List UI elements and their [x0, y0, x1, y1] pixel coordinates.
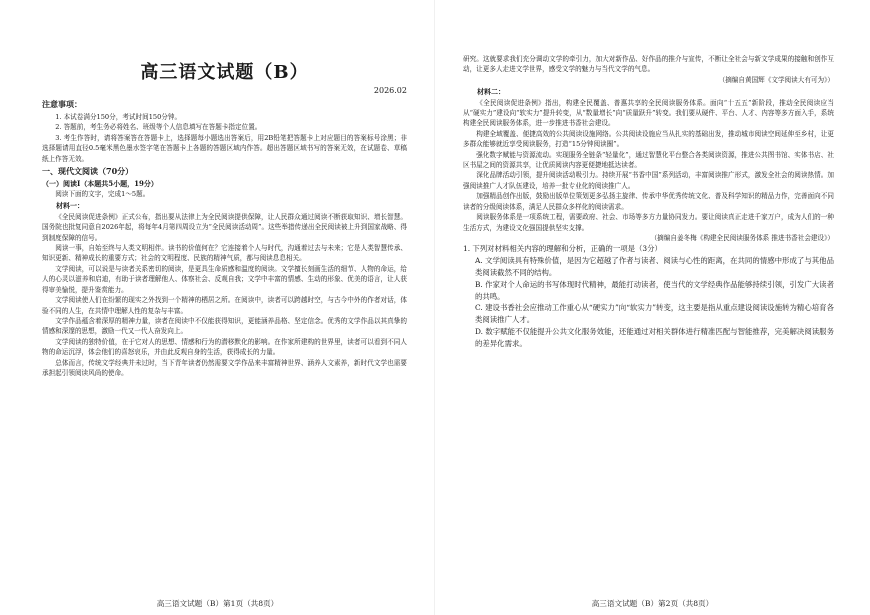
note-item: 1. 本试卷满分150分，考试时间150分钟。 [55, 113, 182, 121]
page-footer: 高三语文试题（B）第2页（共8页） [591, 599, 714, 608]
paragraph: 阅读一事，自始至终与人类文明相伴。读书的价值何在？它连接着个人与时代，沟通着过去与未来；它是人类智慧传承、知识更新、精神成长的重要方式；社会的文明程度、民族的精神气质，都与阅读息息相关。 [42, 244, 407, 263]
page-2 [435, 0, 870, 615]
exam-date: 2026.02 [373, 86, 407, 95]
paragraph: 《全民阅读促进条例》指出，构建全民覆盖、普惠共享的全民阅读服务体系。面向“十五五”新阶段，推动全民阅读应当从“硬实力”建设向“软实力”提升转变，从“数量增长”向“质量跃升”转变。我们要从硬件、平台、人才、内容等多方面入手，系统构建全民阅读服务体系，进一步推进书香社会建设。 [463, 98, 834, 128]
subsection-heading: （一）阅读Ⅰ（本题共5小题，19分） [42, 179, 158, 189]
question-1: 1. 下列对材料相关内容的理解和分析，正确的一项是（3分） [463, 244, 662, 254]
section-heading: 一、现代文阅读（70分） [42, 166, 134, 177]
source-citation: （摘编自姜冬梅《构建全民阅读服务体系 推进书香社会建设》） [650, 233, 834, 242]
paragraph: 深化品牌活动引领，提升阅读活动吸引力。持续开展“书香中国”系列活动，丰富阅读推广形式，激发全社会的阅读热情。加强阅读推广人才队伍建设，培养一批专业化的阅读推广人。 [463, 171, 834, 190]
paragraph: 文学阅读的独特价值，在于它对人的思想、情感和行为的潜移默化的影响。在作家所建构的世界里，读者可以看到不同人物的命运沉浮，体会他们的喜怒哀乐，并由此反观自身的生活，获得成长的力量。 [42, 337, 407, 357]
notes-heading: 注意事项： [42, 99, 82, 109]
paragraph: 阅读服务体系是一项系统工程，需要政府、社会、市场等多方力量协同发力。要让阅读真正走进千家万户，成为人们的一种生活方式，为建设文化强国提供坚实支撑。 [463, 213, 834, 232]
paragraph: 总体而言，传统文学经典并未过时，当下青年读者仍然需要文学作品来丰富精神世界、涵养人文素养，新时代文学也需要承担起引领阅读风尚的使命。 [42, 358, 407, 377]
option-c: C. 建设书香社会应推动工作重心从“硬实力”向“软实力”转变，这主要是指从重点建设阅读设施转为精心培育各类阅读推广人才。 [475, 303, 834, 325]
page-footer: 高三语文试题（B）第1页（共8页） [156, 599, 279, 608]
option-b: B. 作家对个人命运的书写体现时代精神，最能打动读者，使当代的文学经典作品能够持续引领，引发广大读者的共鸣。 [475, 279, 834, 301]
paragraph: 文学作品蕴含着深厚的精神力量，读者在阅读中不仅能获得知识，更能涵养品格、坚定信念。优秀的文学作品以其真挚的情感和深邃的思想，激励一代又一代人奋发向上。 [42, 316, 407, 336]
paragraph: 加强精品创作出版，鼓励出版单位策划更多弘扬主旋律、传承中华优秀传统文化、普及科学知识的精品力作，完善面向不同读者的分级阅读体系，满足人民群众多样化的阅读需求。 [463, 192, 834, 211]
instruction: 阅读下面的文字，完成1～5题。 [55, 190, 150, 199]
paragraph: 强化数字赋能与资源流动。实现服务全链条“轻量化”，通过智慧化平台整合各类阅读资源，推进公共图书馆、实体书店、社区书屋之间的资源共享，让优质阅读内容更便捷地抵达读者。 [463, 150, 834, 170]
paragraph: 文学阅读，可以说是与读者关系密切的阅读，是更具生命质感和温度的阅读。文学擅长刻画生活的细节、人物的命运，给人的心灵以滋养和启迪，有助于读者理解他人、体察社会、反观自我；文学中丰富的情感、生动的形象、优美的语言，让人获得审美愉悦，提升鉴赏能力。 [42, 264, 407, 294]
note-item: 2. 答题前，考生务必将姓名、班级等个人信息填写在答题卡指定位置。 [55, 123, 262, 132]
material-label: 材料一： [56, 201, 84, 211]
source-citation: （摘编自黄国辉《文学阅读大有可为》） [718, 75, 834, 84]
paragraph: 文学阅读使人们在纷繁的现实之外找到一个精神的栖居之所。在阅读中，读者可以跨越时空，与古今中外的作者对话，体验不同的人生，在共情中理解人性的复杂与丰富。 [42, 296, 407, 315]
paragraph: 研究。这就要求我们充分调动文学的牵引力，加大对新作品、好作品的推介与宣传，不断让全社会与新文学成果的接触和创作互动，让更多人走进文学世界，感受文学的魅力与当代文学的气息。 [463, 55, 834, 74]
paragraph: 《全民阅读促进条例》正式公布，指出要从法律上为全民阅读提供保障，让人民群众通过阅读不断获取知识、增长智慧。国务院也批复同意自2026年起，将每年4月第四周设立为“全民阅读活动周”。这些举措传递出全民阅读被上升到国家战略、得到制度保障的信号。 [42, 212, 407, 242]
option-d: D. 数字赋能不仅能提升公共文化服务效能，还能通过对相关群体进行精准匹配与智能推荐，完美解决阅读服务的差异化需求。 [475, 326, 834, 348]
paragraph: 构建全域覆盖、便捷高效的公共阅读设施网络。公共阅读设施应当从扎实的基础出发，推动城市阅读空间延伸至乡村，让更多群众能够就近享受阅读服务，打造“15分钟阅读圈”。 [463, 129, 834, 149]
note-item: 3. 考生作答时，请将答案答在答题卡上，选择题每小题选出答案后，用2B铅笔把答题卡上对应题目的答案标号涂黑；非选择题请用直径0.5毫米黑色墨水签字笔在答题卡上各题的答题区域内作答。超出答题区域书写的答案无效，在试题卷、草稿纸上作答无效。 [42, 133, 407, 163]
exam-title: 高三语文试题（B） [140, 62, 309, 83]
option-a: A. 文学阅读具有特殊价值，是因为它超越了作者与读者、阅读与心性的距离，在共同的情感中形成了与其他品类阅读截然不同的结构。 [475, 256, 834, 277]
material-label: 材料二： [477, 87, 505, 97]
